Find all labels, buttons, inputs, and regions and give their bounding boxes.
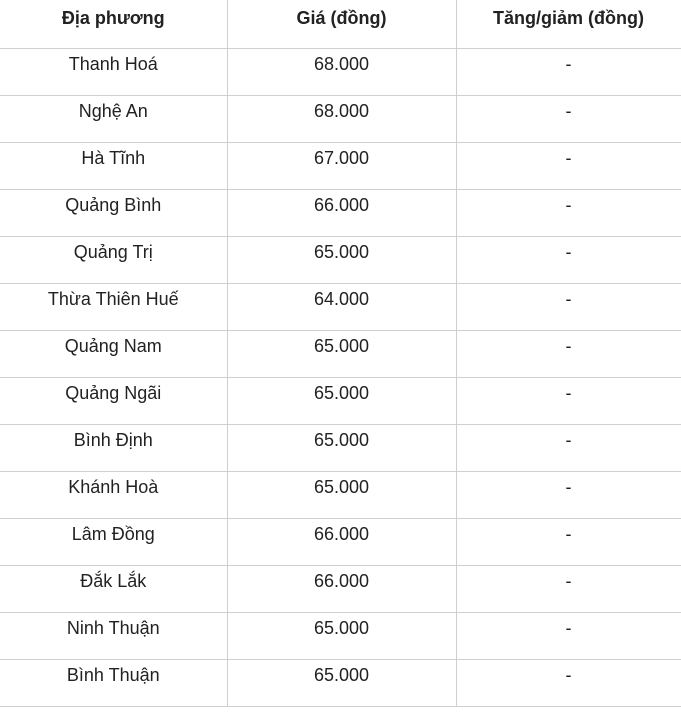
table-row bbox=[0, 565, 681, 612]
cell-price: 68.000 bbox=[227, 48, 456, 95]
cell-price: 65.000 bbox=[227, 330, 456, 377]
table-row bbox=[0, 330, 681, 377]
cell-change: - bbox=[456, 330, 681, 377]
cell-location: Ninh Thuận bbox=[0, 612, 227, 659]
cell-price: 66.000 bbox=[227, 518, 456, 565]
cell-location: Lâm Đồng bbox=[0, 518, 227, 565]
cell-price: 67.000 bbox=[227, 142, 456, 189]
cell-change: - bbox=[456, 565, 681, 612]
cell-location: Quảng Nam bbox=[0, 330, 227, 377]
table-row bbox=[0, 283, 681, 330]
cell-location: Quảng Ngãi bbox=[0, 377, 227, 424]
cell-location: Hà Tĩnh bbox=[0, 142, 227, 189]
cell-change: - bbox=[456, 659, 681, 706]
cell-location: Thừa Thiên Huế bbox=[0, 283, 227, 330]
cell-location: Đắk Lắk bbox=[0, 565, 227, 612]
table-row bbox=[0, 95, 681, 142]
cell-change: - bbox=[456, 189, 681, 236]
cell-price: 66.000 bbox=[227, 189, 456, 236]
cell-price: 68.000 bbox=[227, 95, 456, 142]
header-location: Địa phương bbox=[0, 0, 227, 48]
table-row bbox=[0, 518, 681, 565]
header-price: Giá (đồng) bbox=[227, 0, 456, 48]
cell-location: Nghệ An bbox=[0, 95, 227, 142]
table-row bbox=[0, 189, 681, 236]
cell-location: Khánh Hoà bbox=[0, 471, 227, 518]
cell-change: - bbox=[456, 48, 681, 95]
cell-change: - bbox=[456, 518, 681, 565]
cell-price: 66.000 bbox=[227, 565, 456, 612]
cell-location: Quảng Bình bbox=[0, 189, 227, 236]
cell-change: - bbox=[456, 471, 681, 518]
cell-location: Thanh Hoá bbox=[0, 48, 227, 95]
cell-change: - bbox=[456, 95, 681, 142]
cell-price: 65.000 bbox=[227, 471, 456, 518]
table-row bbox=[0, 659, 681, 706]
table-row bbox=[0, 142, 681, 189]
table-row bbox=[0, 48, 681, 95]
table-header bbox=[0, 0, 681, 48]
cell-location: Bình Định bbox=[0, 424, 227, 471]
cell-price: 65.000 bbox=[227, 236, 456, 283]
table-row bbox=[0, 377, 681, 424]
cell-change: - bbox=[456, 377, 681, 424]
cell-price: 64.000 bbox=[227, 283, 456, 330]
table-row bbox=[0, 471, 681, 518]
cell-change: - bbox=[456, 283, 681, 330]
table-row bbox=[0, 236, 681, 283]
cell-location: Quảng Trị bbox=[0, 236, 227, 283]
cell-change: - bbox=[456, 236, 681, 283]
table-row bbox=[0, 612, 681, 659]
cell-price: 65.000 bbox=[227, 424, 456, 471]
cell-price: 65.000 bbox=[227, 659, 456, 706]
cell-price: 65.000 bbox=[227, 612, 456, 659]
cell-location: Bình Thuận bbox=[0, 659, 227, 706]
cell-change: - bbox=[456, 612, 681, 659]
cell-change: - bbox=[456, 424, 681, 471]
table-row bbox=[0, 424, 681, 471]
cell-price: 65.000 bbox=[227, 377, 456, 424]
cell-change: - bbox=[456, 142, 681, 189]
header-change: Tăng/giảm (đồng) bbox=[456, 0, 681, 48]
table-body bbox=[0, 48, 681, 706]
header-row bbox=[0, 0, 681, 48]
